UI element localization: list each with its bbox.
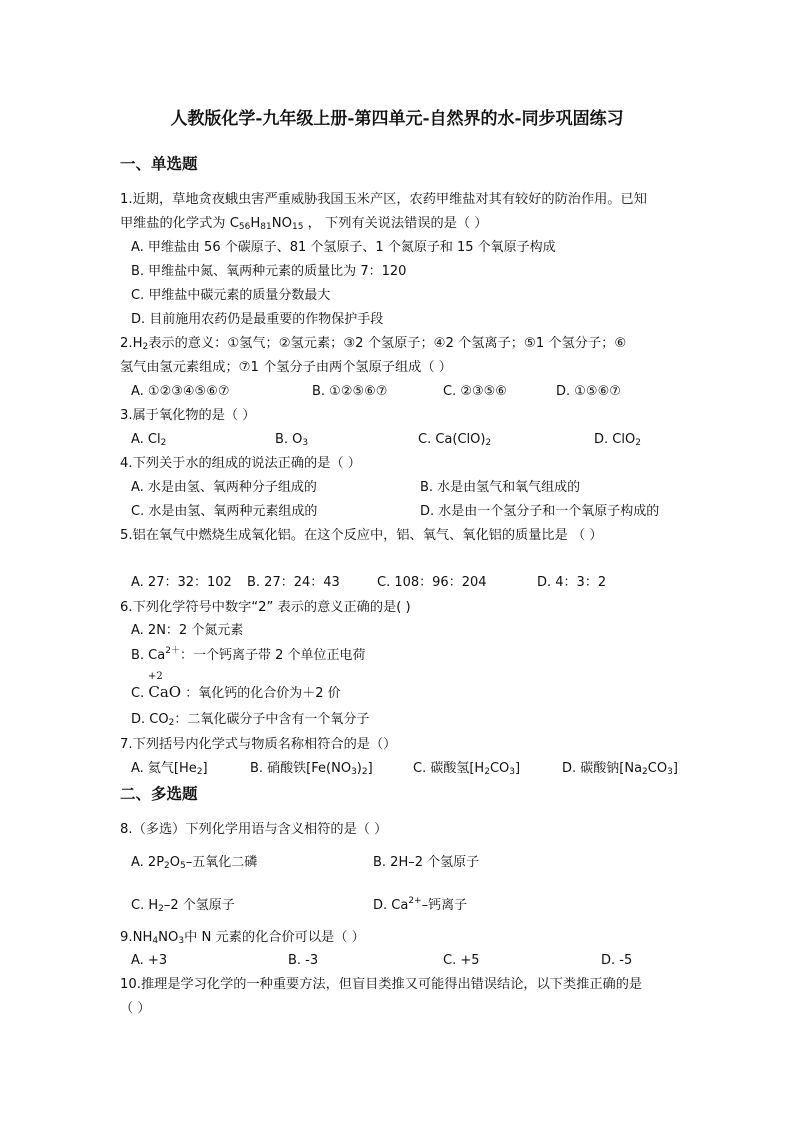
question-5-option-c: C. 108：96：204 (377, 575, 487, 590)
question-4-stem: 4.下列关于水的组成的说法正确的是（ ） (120, 456, 361, 471)
question-7-option-a: A. 氦气$[He_2]$ (131, 761, 208, 777)
question-9-option-c: C. +5 (443, 953, 480, 968)
question-6-option-b: B. $Ca^{2+}$：一个钙离子带 2 个单位正电荷 (131, 646, 366, 663)
question-9-option-a: A. +3 (131, 953, 168, 968)
question-1-option-b: B. 甲维盐中氮、氧两种元素的质量比为 7：120 (131, 264, 407, 279)
question-2-line-1: $2.H_2$表示的意义：①氢气；②氢元素；③2 个氢原子；④2 个氢离子；⑤1 个氢分子；⑥ (120, 336, 627, 352)
question-1-option-a: A. 甲维盐由 56 个碳原子、81 个氢原子、1 个氮原子和 15 个氧原子构成 (131, 240, 556, 255)
question-1-line-2: 甲维盐的化学式为 $C_{56}H_{81}NO_{15}$ ， 下列有关说法错误的是（ ） (120, 216, 488, 232)
question-6-stem: 6.下列化学符号中数字“2” 表示的意义正确的是( ) (120, 600, 411, 615)
question-4-option-b: B. 水是由氢气和氧气组成的 (420, 480, 581, 495)
question-6-option-c: C. CaO ：氧化钙的化合价为＋2 价 (131, 683, 341, 701)
question-3-stem: 3.属于氧化物的是（ ） (120, 408, 256, 423)
question-8-option-a: A. $2P_2O_5-$五氧化二磷 (131, 855, 258, 871)
question-1-option-d: D. 目前施用农药仍是最重要的作物保护手段 (131, 312, 384, 327)
question-2-line-2: 氢气由氢元素组成；⑦1 个氢分子由两个氢原子组成（ ） (120, 360, 452, 375)
question-7-option-b: B. 硝酸铁$[Fe(NO_3)_2]$ (250, 761, 373, 777)
question-10-line-1: 10.推理是学习化学的一种重要方法，但盲目类推又可能得出错误结论，以下类推正确的是 (120, 977, 643, 992)
question-9-option-d: D. -5 (601, 953, 633, 968)
question-5-option-d: D. 4：3：2 (537, 575, 607, 590)
question-6-option-a: A. 2N：2 个氮元素 (131, 623, 244, 638)
question-4-option-c: C. 水是由氢、氧两种元素组成的 (131, 504, 318, 519)
question-9-option-b: B. -3 (288, 953, 319, 968)
question-8-option-c: C. $H_2-2$ 个氢原子 (131, 898, 235, 914)
question-3-option-c: C. $Ca(ClO)_2$ (418, 432, 492, 448)
question-2-option-b: B. ①②⑤⑥⑦ (312, 384, 388, 399)
question-2-option-a: A. ①②③④⑤⑥⑦ (131, 384, 230, 399)
question-9-stem: $9.NH_4NO_3$中 N 元素的化合价可以是（ ） (120, 930, 365, 946)
question-5-option-b: B. 27：24：43 (247, 575, 340, 590)
page-title: 人教版化学-九年级上册-第四单元-自然界的水-同步巩固练习 (170, 109, 624, 129)
question-3-option-a: A. $Cl_2$ (131, 432, 167, 448)
question-8-option-d: D. $Ca^{2+}-$钙离子 (373, 896, 468, 913)
question-6-option-d: D. $CO_2$：二氧化碳分子中含有一个氧分子 (131, 712, 370, 728)
section-heading-multi: 二、多选题 (120, 785, 198, 803)
question-3-option-b: B. $O_3$ (275, 432, 309, 448)
valence-mark: +2 (148, 671, 163, 682)
question-5-option-a: A. 27：32：102 (131, 575, 232, 590)
question-7-option-d: D. 碳酸钠$[Na_2CO_3]$ (562, 761, 678, 777)
question-8-stem: 8.（多选）下列化学用语与含义相符的是（ ） (120, 822, 388, 837)
question-5-stem: 5.铝在氧气中燃烧生成氧化铝。在这个反应中，铝、氧气、氧化铝的质量比是 （ ） (120, 528, 603, 543)
section-heading-single: 一、单选题 (120, 155, 198, 173)
question-2-option-d: D. ①⑤⑥⑦ (556, 384, 621, 399)
question-10-line-2: （ ） (120, 1001, 151, 1016)
question-2-option-c: C. ②③⑤⑥ (443, 384, 507, 399)
question-7-option-c: C. 碳酸氢$[H_2CO_3]$ (413, 761, 521, 777)
question-7-stem: 7.下列括号内化学式与物质名称相符合的是（） (120, 737, 397, 752)
question-8-option-b: B. 2H–2 个氢原子 (373, 855, 480, 870)
question-1-line-1: 1.近期，草地贪夜蛾虫害严重威胁我国玉米产区，农药甲维盐对其有较好的防治作用。已知 (120, 192, 647, 207)
question-3-option-d: D. ClO$_2$ (594, 432, 641, 448)
question-1-option-c: C. 甲维盐中碳元素的质量分数最大 (131, 288, 331, 303)
question-4-option-d: D. 水是由一个氢分子和一个氧原子构成的 (420, 504, 660, 519)
question-4-option-a: A. 水是由氢、氧两种分子组成的 (131, 480, 317, 495)
